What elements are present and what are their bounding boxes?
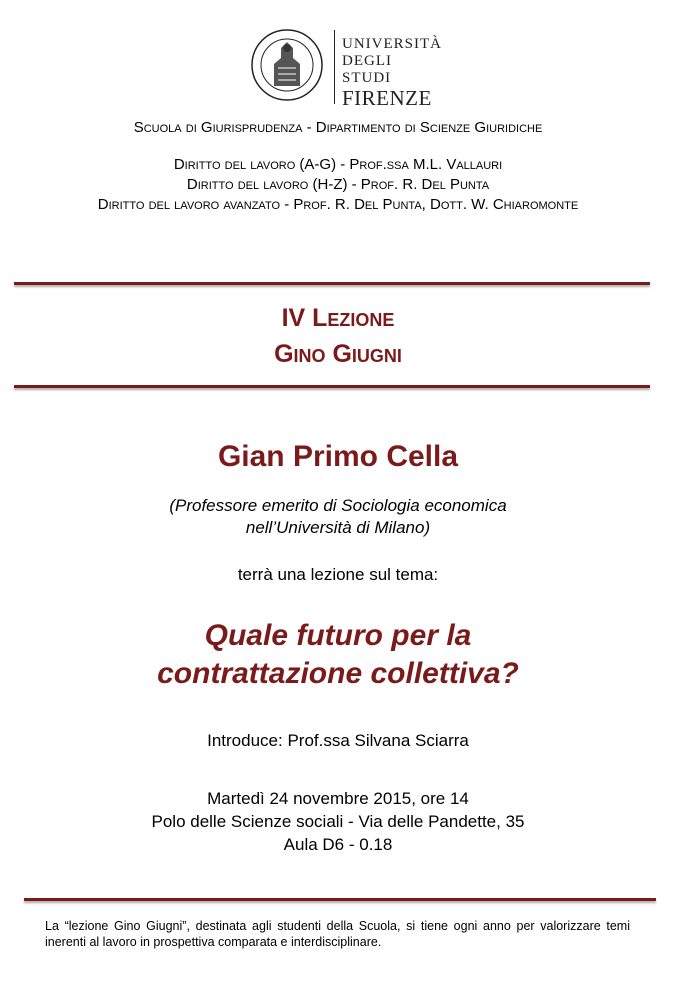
- university-line-3: FIRENZE: [342, 86, 432, 110]
- university-logo: [250, 28, 442, 110]
- lecture-topic: [0, 617, 676, 693]
- introducer: Introduce: Prof.ssa Silvana Sciarra: [207, 731, 469, 750]
- lecture-title: [0, 300, 676, 372]
- speaker-name: Gian Primo Cella: [217, 440, 459, 473]
- university-name: [342, 36, 442, 109]
- school-department: Scuola di Giurisprudenza - Dipartimento di Scienze Giuridiche: [133, 119, 543, 136]
- intro-line: terrà una lezione sul tema:: [237, 565, 439, 584]
- course-line: Diritto del lavoro (A-G) - Prof.ssa M.L. Vallauri: [173, 156, 503, 173]
- speaker-affiliation: [0, 495, 676, 539]
- course-list: [0, 155, 676, 215]
- university-line-1: UNIVERSITÀ: [342, 36, 442, 52]
- university-line-2: DEGLI STUDI: [342, 53, 392, 86]
- footer-note: La “lezione Gino Giugni”, destinata agli studenti della Scuola, si tiene ogni anno per valorizzare temi inerenti al lavoro in prospettiva comparata e interdisciplinare.: [45, 919, 630, 949]
- divider-top: [14, 282, 650, 285]
- affiliation-line: (Professore emerito di Sociologia economica: [169, 496, 507, 515]
- event-room: Aula D6 - 0.18: [283, 835, 393, 854]
- affiliation-line: nell’Università di Milano): [245, 518, 431, 537]
- topic-line: Quale futuro per la: [204, 619, 472, 652]
- logo-divider: [334, 30, 335, 104]
- divider-bottom: [24, 898, 656, 901]
- university-seal-icon: [250, 28, 324, 102]
- divider-middle: [14, 385, 650, 388]
- lecture-series: Gino Giugni: [274, 340, 402, 368]
- course-line: Diritto del lavoro (H-Z) - Prof. R. Del Punta: [186, 176, 490, 193]
- event-date-time: Martedì 24 novembre 2015, ore 14: [207, 789, 469, 808]
- event-details: [0, 787, 676, 856]
- lecture-number: IV Lezione: [281, 304, 395, 332]
- course-line: Diritto del lavoro avanzato - Prof. R. Del Punta, Dott. W. Chiaromonte: [97, 196, 579, 213]
- topic-line: contrattazione collettiva?: [157, 657, 519, 690]
- event-place: Polo delle Scienze sociali - Via delle Pandette, 35: [151, 812, 525, 831]
